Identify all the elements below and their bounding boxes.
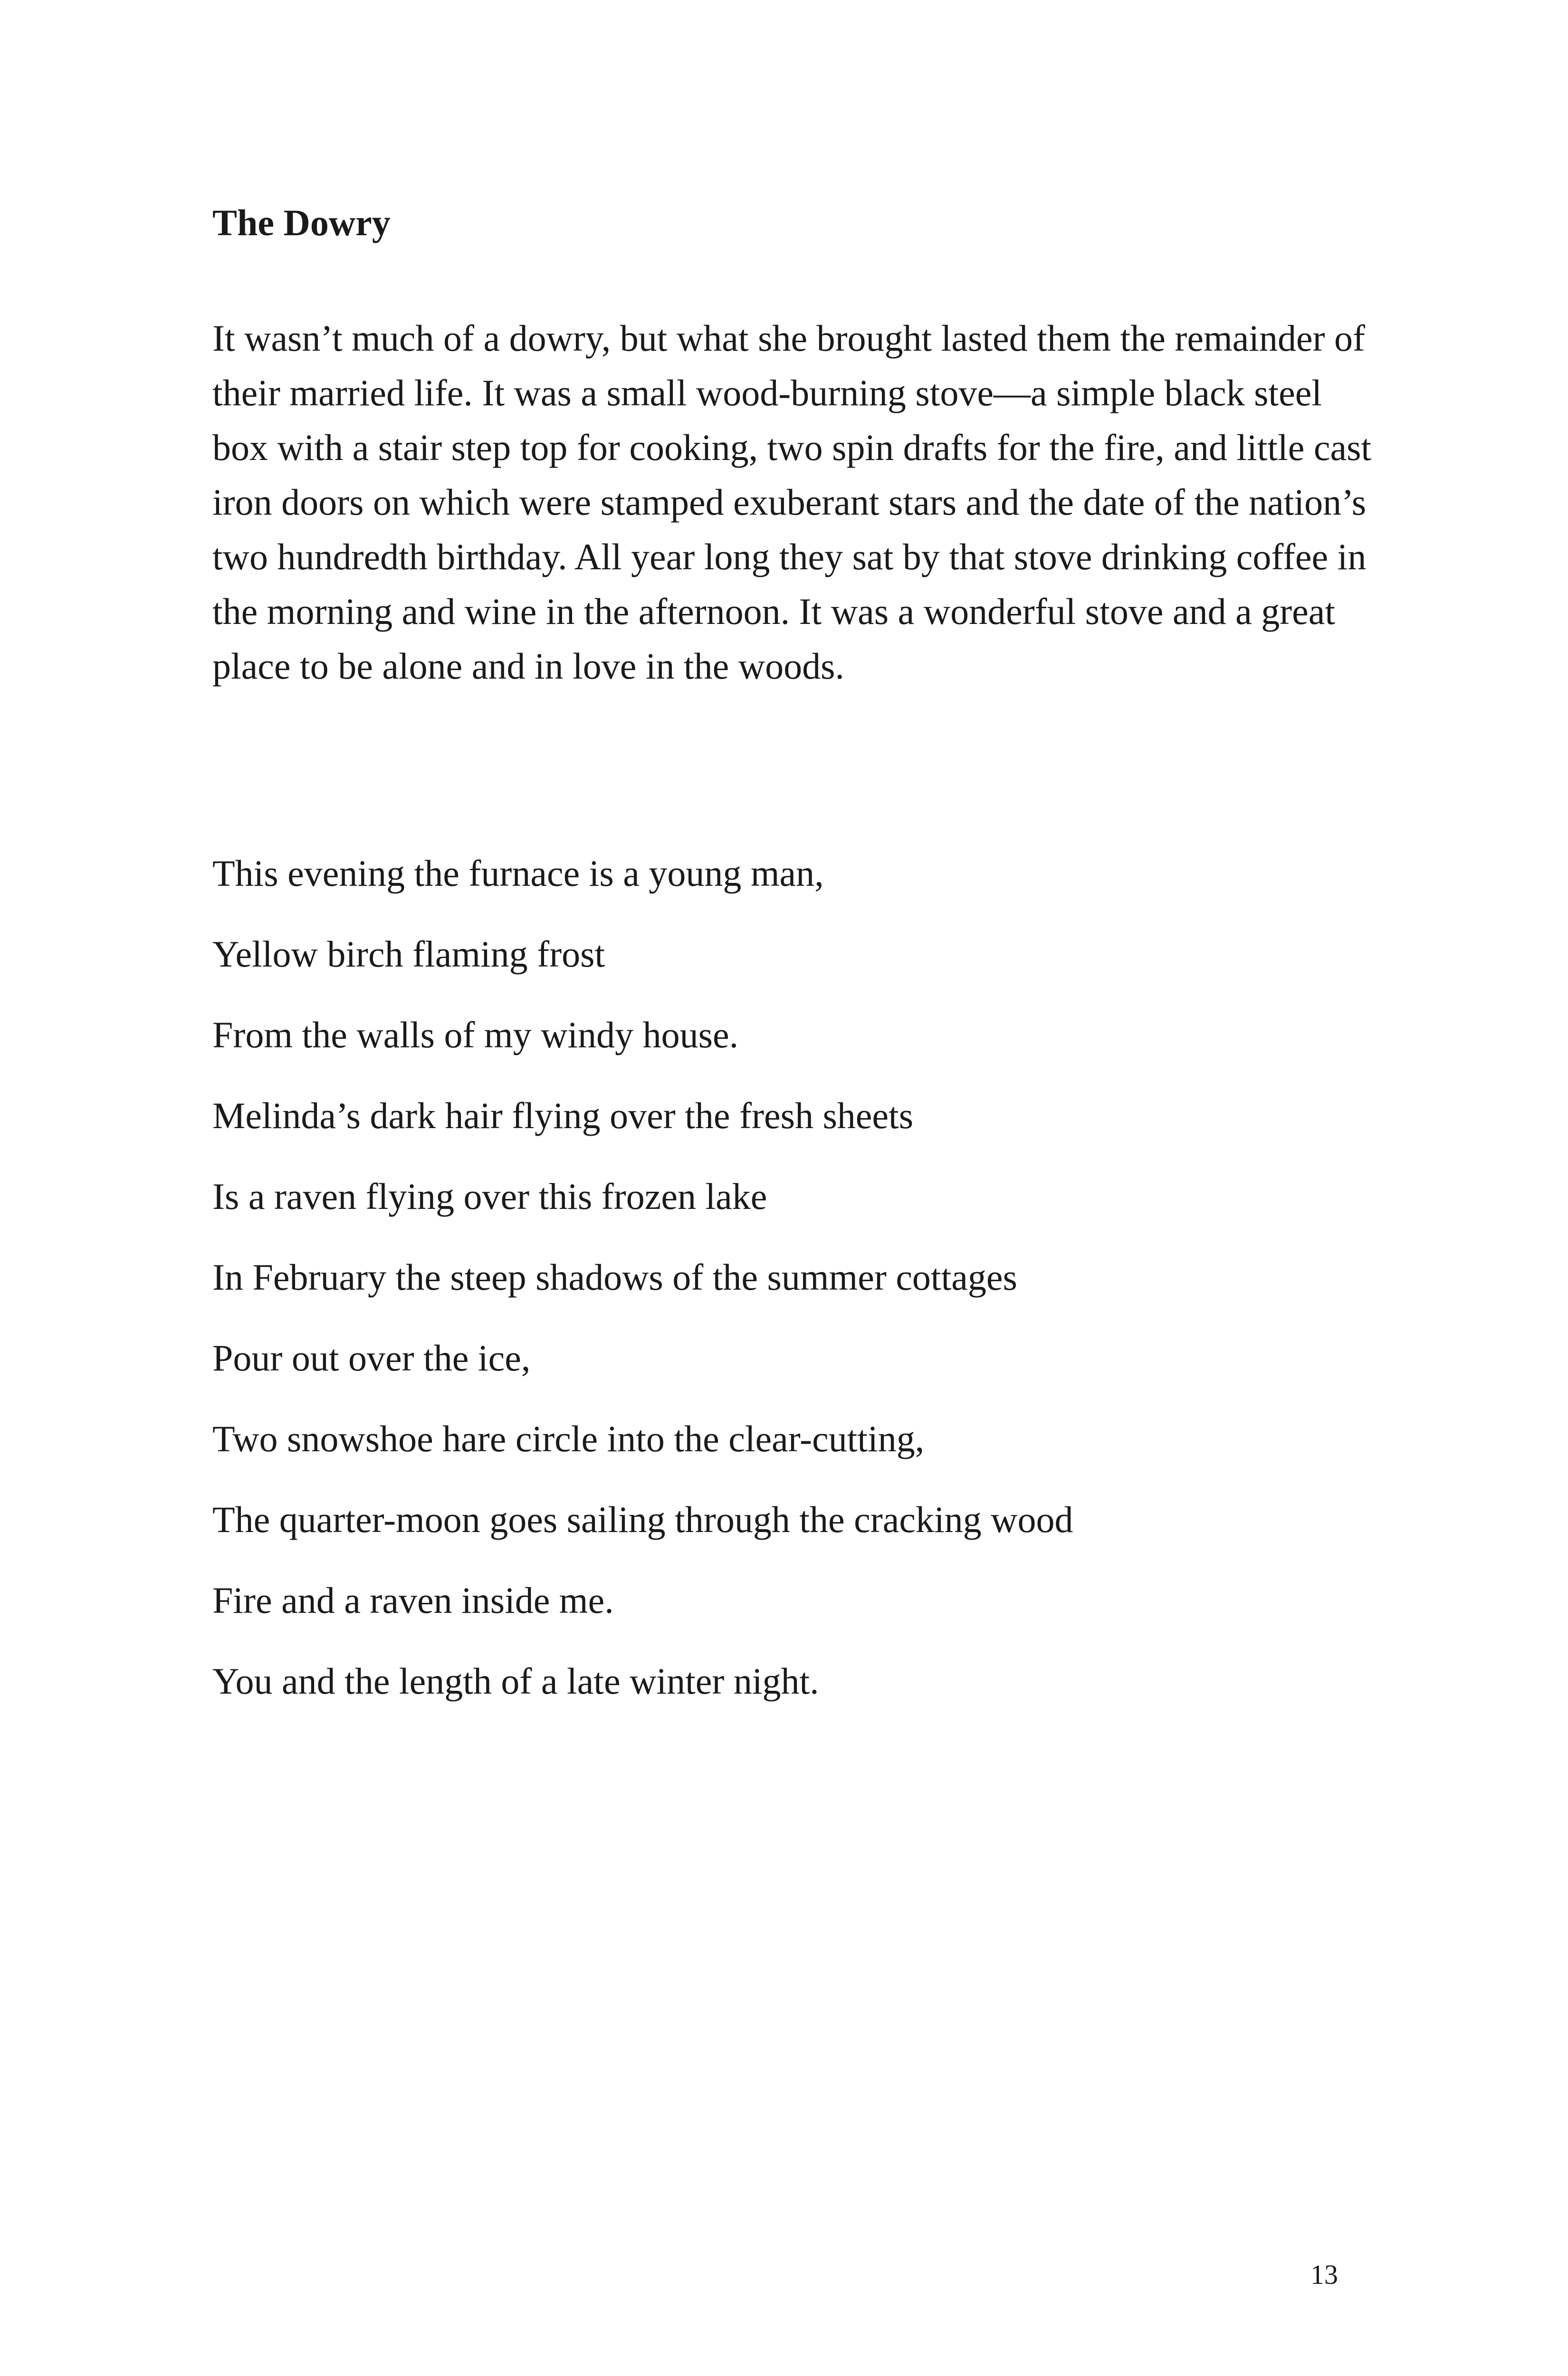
poem-line: Yellow birch flaming frost xyxy=(212,933,605,975)
poem-line: You and the length of a late winter night. xyxy=(212,1660,819,1702)
poem-line: In February the steep shadows of the summer cottages xyxy=(212,1256,1017,1298)
page-number: 13 xyxy=(1310,2259,1338,2290)
prose-paragraph: It wasn’t much of a dowry, but what she brought lasted them the remainder of their married life. It was a small wood-burning stove—a simple black steel box with a stair step top for cooking, two spin drafts for the fire, and little cast iron doors on which were stamped exuberant stars and the date of the nation’s two hundredth birthday. All year long they sat by that stove drinking coffee in the morning and wine in the afternoon. It was a wonderful stove and a great place to be alone and in love in the woods. xyxy=(212,317,1372,687)
poem-line: Pour out over the ice, xyxy=(212,1337,531,1379)
poem xyxy=(212,850,1073,1738)
poem-line: This evening the furnace is a young man, xyxy=(212,853,824,894)
poem-line: Is a raven flying over this frozen lake xyxy=(212,1176,767,1217)
poem-line: From the walls of my windy house. xyxy=(212,1014,739,1055)
poem-line: Melinda’s dark hair flying over the fresh sheets xyxy=(212,1095,914,1136)
poem-line: The quarter-moon goes sailing through the cracking wood xyxy=(212,1499,1073,1540)
poem-line: Two snowshoe hare circle into the clear-cutting, xyxy=(212,1418,925,1459)
page-title: The Dowry xyxy=(212,202,391,243)
poem-line: Fire and a raven inside me. xyxy=(212,1580,614,1621)
